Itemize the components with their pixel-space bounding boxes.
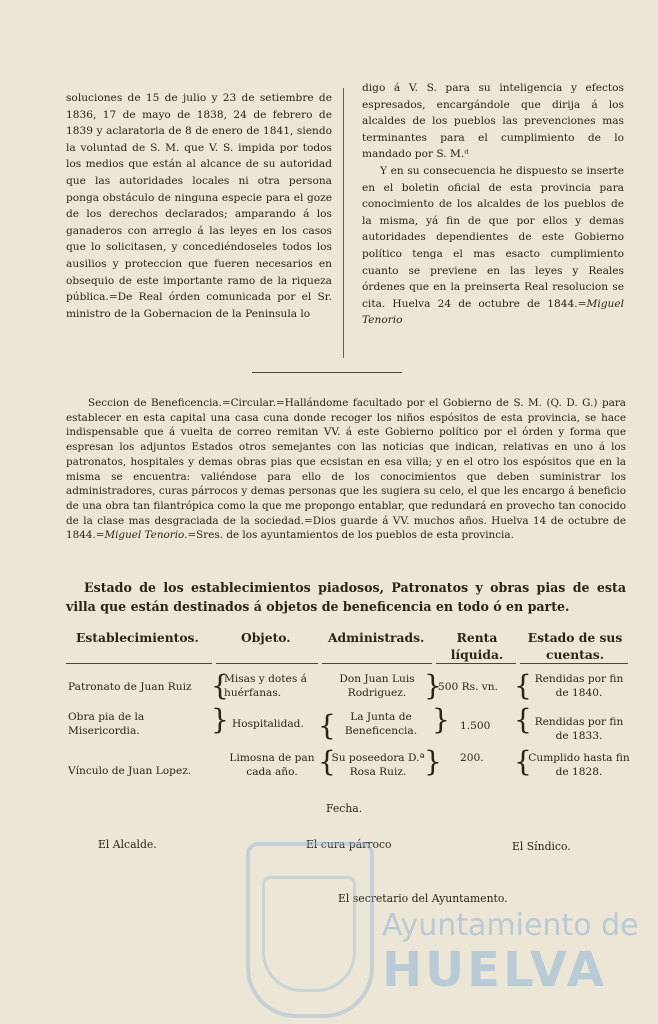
header-underline-5: [520, 663, 628, 664]
header-administradores: Administrads.: [328, 630, 425, 645]
brace-icon: }: [424, 745, 442, 778]
fecha-label: Fecha.: [326, 802, 363, 815]
table-row-3-administrador: Su poseedora D.ª Rosa Ruiz.: [331, 752, 425, 778]
header-underline-3: [322, 663, 432, 664]
section-divider: [252, 372, 402, 373]
brace-icon: {: [514, 745, 532, 778]
brace-icon: }: [432, 703, 450, 736]
header-renta: Renta líquida.: [450, 630, 504, 662]
brace-icon: {: [514, 703, 532, 736]
table-row-3-renta: 200.: [460, 752, 484, 764]
right-column-signature: Miguel Tenorio: [362, 297, 624, 327]
table-row-1-administrador: Don Juan Luis Rodriguez.: [339, 673, 415, 699]
secretario-label: El secretario del Ayuntamento.: [338, 892, 508, 905]
watermark-line1: Ayuntamiento de: [382, 908, 639, 943]
watermark-seal-icon: [246, 842, 374, 1018]
watermark-seal-inner: [262, 876, 356, 992]
table-row-1-renta: 500 Rs. vn.: [438, 681, 498, 693]
right-column-para1: digo á V. S. para su inteligencia y efectos espresados, encargándole que dirija á los alcaldes de los pueblos las prevenciones mas terminantes para el cumplimiento de lo mandado por S. M.ᵈ: [362, 82, 624, 161]
estado-title: Estado de los establecimientos piadosos, Patronatos y obras pias de esta villa que están destinados á objetos de beneficencia en todo ó en parte.: [66, 580, 626, 614]
header-objeto: Objeto.: [241, 630, 291, 645]
header-establecimientos: Establecimientos.: [76, 630, 199, 645]
table-row-2-objeto: Hospitalidad.: [232, 718, 304, 730]
left-column: [66, 90, 332, 322]
table-row-1-estado: Rendidas por fin de 1840.: [534, 673, 624, 699]
right-column: [362, 80, 624, 329]
table-row-2-estado: Rendidas por fin de 1833.: [534, 716, 624, 742]
circular-text: Seccion de Beneficencia.=Circular.=Hallándome facultado por el Gobierno de S. M. (Q. D. G.) para establecer en esta capital una casa cuna donde recoger los niños espósitos de esta provincia, se hace indispensable que á vuelta de correo remitan VV. á este Gobierno político por el órden y forma que espresan los adjuntos Estados otros semejantes con las noticias que indican, relativas en uno á los patronatos, hospitales y demas obras pias que ecsistan en esa villa; y en el otro los espósitos que en la misma se encuentra: valiéndose para ello de los conocimientos que deben suministrar los administradores, curas párrocos y demas personas que les sugiera su celo, el que les encargo á beneficio de una obra tan filantrópica como la que me propongo entablar, que redundará en provecho tan conocido de la clase mas desgraciada de la sociedad.=Dios guarde á VV. muchos años. Huelva 14 de octubre de 1844.=Miguel Tenorio.=Sres. de los ayuntamientos de los pueblos de esta provincia.: [66, 397, 626, 542]
header-underline-1: [66, 663, 212, 664]
cura-label: El cura párroco: [306, 838, 392, 851]
right-column-para2: Y en su consecuencia he dispuesto se inserte en el boletin oficial de esta provincia para conocimiento de los alcaldes de los pueblos de la misma, yá fin de que por ellos y demas autoridades dependientes de este Gobierno político tenga el mas esacto cumplimiento cuanto se previene en las leyes y Reales órdenes que en la preinserta Real resolucion se cita. Huelva 24 de octubre de 1844.=Miguel Tenorio: [362, 164, 624, 327]
watermark-line2: HUELVA: [382, 942, 607, 998]
table-row-2-establecimiento: Obra pia de la Misericordia.: [68, 711, 145, 737]
brace-icon: {: [211, 669, 229, 702]
column-divider: [343, 88, 344, 358]
table-row-1-establecimiento: Patronato de Juan Ruiz: [68, 681, 192, 693]
table-row-3-estado: Cumplido hasta fin de 1828.: [528, 752, 630, 778]
sindico-label: El Síndico.: [512, 840, 571, 853]
left-column-text: soluciones de 15 de julio y 23 de setiembre de 1836, 17 de mayo de 1838, 24 de febrero de 1839 y aclaratoria de 8 de enero de 1841, siendo la voluntad de S. M. que V. S. impida por todos los medios que están al alcance de su autoridad que las autoridades locales ni otra persona ponga obstáculo de ninguna especie para el goze de los derechos declarados; amparando á los ganaderos con arreglo á las leyes en los casos que lo solicitasen, y concediéndoseles todos los ausilios y proteccion que fueren necesarios en obsequio de este importante ramo de la riqueza pública.=De Real órden comunicada por el Sr. ministro de la Gobernacion de la Peninsula lo: [66, 92, 332, 320]
alcalde-label: El Alcalde.: [98, 838, 157, 851]
circular-signature: Miguel Tenorio.: [104, 529, 188, 542]
table-row-3-establecimiento: Vínculo de Juan Lopez.: [68, 765, 192, 777]
header-estado-cuentas: Estado de sus cuentas.: [527, 630, 623, 662]
table-row-1-objeto: Misas y dotes á huérfanas.: [224, 673, 307, 699]
brace-icon: }: [424, 669, 442, 702]
brace-icon: {: [318, 745, 336, 778]
brace-icon: {: [514, 669, 532, 702]
table-row-2-renta: 1.500: [460, 720, 491, 732]
table-row-2-administrador: La Junta de Beneficencia.: [344, 711, 418, 737]
header-underline-2: [216, 663, 318, 664]
header-underline-4: [436, 663, 516, 664]
brace-icon: {: [318, 709, 336, 742]
brace-icon: }: [211, 703, 229, 736]
table-row-3-objeto: Limosna de pan cada año.: [229, 752, 315, 778]
